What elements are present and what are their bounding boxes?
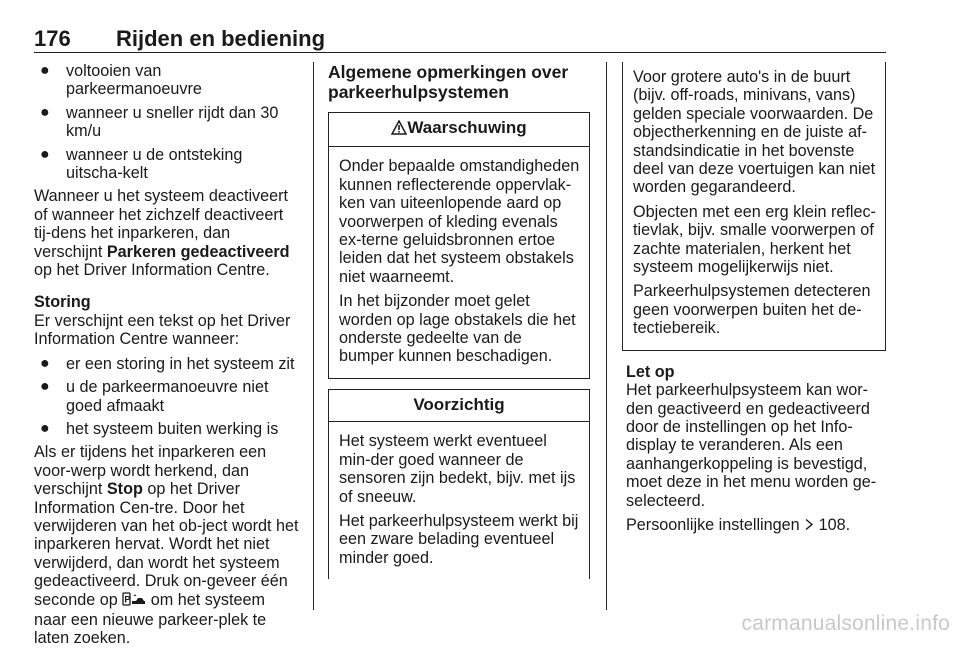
chapter-title: Rijden en bediening xyxy=(116,26,326,51)
bullet-icon: ● xyxy=(40,419,50,437)
warning-title: Waarschuwing xyxy=(329,113,589,147)
parking-assist-button-icon xyxy=(122,591,146,611)
bullet-icon: ● xyxy=(40,62,50,79)
svg-text:P: P xyxy=(124,594,131,605)
warning-triangle-icon xyxy=(391,120,407,139)
page-number: 176 xyxy=(34,26,71,51)
note-block xyxy=(622,363,886,536)
caution-title: Voorzichtig xyxy=(329,390,589,422)
section-heading: Algemene opmerkingen over parkeerhulpsystemen xyxy=(328,62,569,102)
paragraph-deactivated: Wanneer u het systeem deactiveert of wanneer het zichzelf deactiveert tij-dens het inparkeren, dan verschijnt Parkeren gedeactiveerd op het Driver Information Centre. xyxy=(34,187,290,280)
warning-body: Onder bepaalde omstandigheden kunnen reflecterende oppervlak-ken van uiteenlopende aard op voorwerpen of kleding evenals ex-terne geluidsbronnen ertoe leiden dat het systeem obstakels niet waarneemt. In het bijzonder moet gelet worden op lage obstakels die het onderste gedeelte van de bumper kunnen beschadigen. xyxy=(339,157,580,366)
bullet-icon: ● xyxy=(40,103,50,121)
column-1 xyxy=(34,62,300,654)
bullet-list-deactivation xyxy=(34,62,300,182)
caution-box xyxy=(328,389,590,579)
bullet-icon: ● xyxy=(40,354,50,372)
caution-body: Het systeem werkt eventueel min-der goed wanneer de sensoren zijn bedekt, bijv. met ijs of sneeuw. Het parkeerhulpsysteem werkt bij een zware belading eventueel minder goed. xyxy=(339,432,579,567)
note-title: Let op xyxy=(626,362,675,381)
list-item: ● wanneer u sneller rijdt dan 30 km/u xyxy=(40,103,279,141)
column-divider-2 xyxy=(606,62,607,610)
continued-warning-box xyxy=(622,62,886,351)
paragraph-stop: Als er tijdens het inparkeren een voor-werp wordt herkend, dan verschijnt Stop op het Driver Information Cen-tre. Door het verwijderen van het ob-ject wordt het inparkeren hervat. Wordt het niet verwijderd, dan wordt het systeem gedeactiveerd. Druk on-geveer één seconde op P om het systeem naar een nieuwe parkeer-plek te laten zoeken. xyxy=(34,443,299,648)
display-message-stop: Stop xyxy=(106,480,143,499)
list-item: ● voltooien van parkeermanoeuvre xyxy=(40,62,202,99)
column-divider-1 xyxy=(313,62,314,610)
reference-page-link[interactable]: 108. xyxy=(818,515,851,534)
list-item: ● het systeem buiten werking is xyxy=(40,419,279,438)
watermark: carmanualsonline.info xyxy=(741,612,950,635)
storing-intro: Er verschijnt een tekst op het Driver Information Centre wanneer: xyxy=(34,311,291,349)
bullet-list-storing xyxy=(34,355,300,439)
column-2 xyxy=(328,62,590,589)
storing-heading: Storing xyxy=(34,293,91,312)
display-message-parking-deactivated: Parkeren gedeactiveerd xyxy=(106,242,290,261)
warning-box xyxy=(328,112,590,379)
bullet-icon: ● xyxy=(40,145,50,163)
cross-reference: Persoonlijke instellingen 108. xyxy=(626,515,851,534)
page-header xyxy=(34,26,886,52)
header-rule xyxy=(34,52,886,53)
page-reference-arrow-icon xyxy=(804,517,814,535)
column-3 xyxy=(622,62,886,541)
continued-warning-body: Voor grotere auto's in de buurt (bijv. off-roads, minivans, vans) gelden speciale voorwaarden. De objectherkenning en de juiste af-standsindicatie in het bovenste deel van deze voertuigen kan niet worden gegarandeerd. Objecten met een erg klein reflec-tievlak, bijv. smalle voorwerpen of zachte materialen, herkent het systeem mogelijkerwijs niet. Parkeerhulpsystemen detecteren geen voorwerpen buiten het de-tectiebereik. xyxy=(633,68,876,338)
list-item: ● er een storing in het systeem zit xyxy=(40,354,295,373)
list-item: ● u de parkeermanoeuvre niet goed afmaakt xyxy=(40,378,269,415)
list-item: ● wanneer u de ontsteking uitscha-kelt xyxy=(40,145,243,183)
note-text: Het parkeerhulpsysteem kan wor-den geactiveerd en gedeactiveerd door de instellingen op het Info-display te veranderen. Als een aanhangerkoppeling is bevestigd, moet deze in het menu worden ge-selecteerd. xyxy=(626,381,877,510)
bullet-icon: ● xyxy=(40,378,50,396)
